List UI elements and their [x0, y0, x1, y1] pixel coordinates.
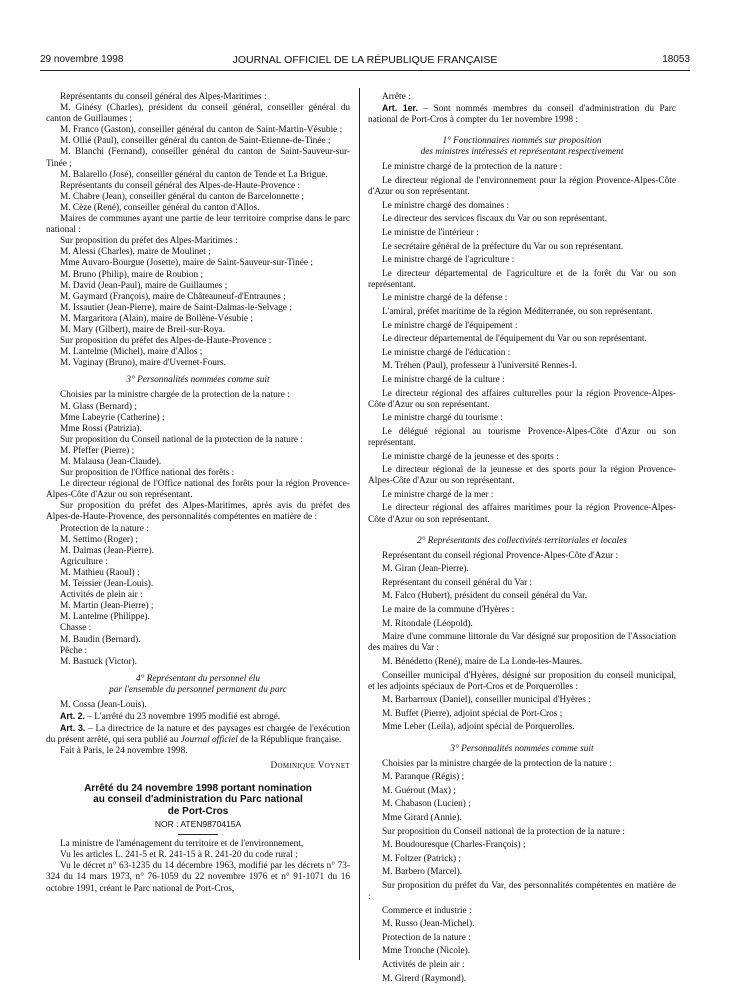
right-section1-line: Le directeur régional de la jeunesse et des sports pour la région Provence-Alpes-Côte d'Azur ou son représentant. — [368, 465, 676, 487]
article-2 — [46, 711, 350, 723]
left-section3-line: Sur proposition du préfet des Alpes-Maritimes, après avis du préfet des Alpes-de-Haute-Provence, des personnalités compétentes en matière de : — [46, 501, 350, 523]
left-para1-line: M. Alessi (Charles), maire de Moulinet ; — [60, 247, 211, 258]
done-at: Fait à Paris, le 24 novembre 1998. — [60, 746, 188, 757]
left-para1-line: M. Balarello (José), conseiller général du canton de Tende et La Brigue. — [60, 169, 328, 180]
right-section2-line: Représentant du conseil général du Var : — [382, 577, 533, 588]
left-para1-line: M. Lantelme (Michel), maire d'Allos ; — [60, 347, 203, 358]
decree-title-line3: de Port-Cros — [167, 805, 229, 817]
left-section3-title: 3° Personnalités nommées comme suit — [126, 375, 270, 386]
right-section2-line: M. Bénédetto (René), maire de La Londe-les-Maures. — [382, 656, 583, 667]
left-section3-line: Le directeur régional de l'Office national des forêts pour la région Provence-Alpes-Côte d'Azur ou son représentant. — [46, 479, 350, 501]
left-section3-line: M. Bastuck (Victor). — [60, 656, 137, 667]
right-section1-line: Le ministre chargé de la mer : — [382, 489, 494, 500]
right-section2-line: M. Ritondale (Léopold). — [382, 618, 473, 629]
right-section3-line: M. Girerd (Raymond). — [382, 973, 467, 984]
right-section3-line: Mme Girard (Annie). — [382, 812, 462, 823]
left-section3 — [46, 390, 350, 667]
left-section3-line: Agriculture : — [60, 556, 108, 567]
left-section4-title-2: par l'ensemble du personnel permanent du parc — [109, 684, 287, 695]
left-para1-line: Mme Auvaro-Bourgue (Josette), maire de Saint-Sauveur-sur-Tinée ; — [60, 258, 313, 269]
left-section3-line: Pêche : — [60, 645, 88, 656]
left-para1-line: Maires de communes ayant une partie de leur territoire comprise dans le parc national : — [46, 214, 350, 236]
right-section3-line: Activités de plein air : — [382, 960, 465, 970]
right-section3 — [368, 759, 676, 985]
right-section2-line: Représentant du conseil régional Provence-Alpes-Côte d'Azur : — [382, 550, 619, 561]
left-para1-line: M. Issautier (Jean-Pierre), maire de Saint-Dalmas-le-Selvage ; — [60, 302, 292, 313]
right-section3-title: 3° Personnalités nommées comme suit — [450, 743, 594, 754]
left-para1-line: M. Vaginay (Bruno), maire d'Uvernet-Fours. — [60, 358, 226, 369]
nor-rule — [178, 834, 218, 835]
left-section3-line: M. Dalmas (Jean-Pierre). — [60, 545, 154, 556]
art3-label: Art. 3. — [60, 723, 86, 734]
art3-journal: Journal officiel — [180, 735, 238, 746]
right-section3-line: M. Foltzer (Patrick) ; — [382, 853, 462, 864]
right-section1-line: Le ministre chargé de la protection de la nature : — [382, 162, 563, 173]
preamble-line: La ministre de l'aménagement du territoire et de l'environnement, — [60, 839, 304, 850]
right-section2-line: M. Giran (Jean-Pierre). — [382, 564, 469, 575]
left-section3-line: Mme Labeyrie (Catherine) ; — [60, 412, 165, 423]
left-section4-title-1: 4° Représentant du personnel élu — [135, 673, 261, 684]
right-section1-line: Le directeur départemental de l'agriculture et de la forêt du Var ou son représentant. — [368, 268, 676, 290]
left-section3-line: Mme Rossi (Patrizia). — [60, 423, 142, 434]
right-section2-line: M. Barbarroux (Daniel), conseiller municipal d'Hyères ; — [382, 695, 591, 706]
art3-text-before: – La directrice de la nature et des paysages est chargée de l'exécution du présent arrêté, qui sera publié au — [46, 724, 350, 746]
right-section1-line: Le ministre chargé de l'éducation : — [382, 347, 511, 358]
art1-label: Art. 1er. — [382, 103, 418, 114]
left-para1-line: Sur proposition du préfet des Alpes-de-Haute-Provence : — [60, 336, 272, 347]
right-section1-line: Le ministre chargé du tourisme : — [382, 413, 503, 424]
left-para1-line: M. Blanchi (Fernand), conseiller général du canton de Saint-Sauveur-sur-Tinée ; — [46, 147, 350, 169]
right-section1-line: Le ministre chargé de l'équipement : — [382, 320, 518, 331]
left-section3-line: Chasse : — [60, 623, 92, 634]
right-section2-title: 2° Représentants des collectivités territoriales et locales — [417, 535, 627, 546]
article-1 — [368, 103, 676, 126]
left-section3-line: M. Martin (Jean-Pierre) ; — [60, 601, 154, 612]
right-section3-line: Choisies par la ministre chargée de la protection de la nature : — [382, 758, 612, 769]
preamble-line: Vu le décret n° 63-1235 du 14 décembre 1963, modifié par les décrets n° 73-324 du 14 mars 1973, n° 76-1059 du 22 novembre 1976 et n° 91-1071 du 16 octobre 1991, créant le Parc national de Port-Cros, — [46, 861, 350, 894]
section4-member: M. Cossa (Jean-Louis). — [60, 699, 147, 710]
left-section3-line: M. Baudin (Bernard). — [60, 634, 141, 645]
right-section3-line: Mme Tronche (Nicole). — [382, 946, 471, 957]
art2-label: Art. 2. — [60, 711, 85, 722]
left-para1-line: M. Bruno (Philip), maire de Roubion ; — [60, 269, 204, 280]
page-number: 18053 — [662, 54, 690, 65]
right-section1-line: Le directeur régional des affaires maritimes pour la région Provence-Alpes-Côte d'Azur ou son représentant. — [368, 503, 676, 525]
left-para1-line: Sur proposition du préfet des Alpes-Maritimes : — [60, 236, 238, 247]
right-section2-line: Mme Leber (Leila), adjoint spécial de Porquerolles. — [382, 722, 575, 733]
left-section3-line: Activités de plein air : — [60, 590, 143, 601]
left-section3-line: M. Malausa (Jean-Claude). — [60, 457, 162, 467]
right-section3-line: M. Boudouresque (Charles-François) ; — [382, 840, 526, 851]
right-section3-line: M. Guérout (Max) ; — [382, 785, 456, 796]
left-section3-line: M. Settimo (Roger) ; — [60, 534, 138, 545]
right-section1-line: Le ministre chargé de l'agriculture : — [382, 255, 515, 266]
art1-text: – Sont nommés membres du conseil d'administration du Parc national de Port-Cros à compter du 1er novembre 1998 : — [368, 104, 676, 126]
left-section3-line: M. Pfeffer (Pierre) ; — [60, 445, 135, 456]
header-date: 29 novembre 1998 — [40, 54, 124, 65]
preamble — [46, 839, 350, 894]
signature: Dominique Voynet — [270, 761, 350, 772]
left-para1-line: M. Ginésy (Charles), président du conseil général, conseiller général du canton de Guillaumes ; — [46, 103, 350, 125]
right-column — [368, 92, 676, 987]
left-para1-line: M. Margaritora (Alain), maire de Bollène-Vésubie ; — [60, 313, 253, 324]
right-section2-line: Conseiller municipal d'Hyères, désigné sur proposition du conseil municipal, et les adjoints spéciaux de Port-Cros et de Porquerolles : — [368, 670, 676, 692]
left-para1-line: M. Ollié (Paul), conseiller général du canton de Saint-Etienne-de-Tinée ; — [60, 136, 331, 147]
right-section1-line: Le ministre chargé de la jeunesse et des sports : — [382, 451, 559, 462]
left-section3-line: Protection de la nature : — [60, 523, 149, 534]
right-section2-line: Le maire de la commune d'Hyères : — [382, 605, 515, 616]
right-section2-line: M. Falco (Hubert), président du conseil général du Var. — [382, 591, 588, 602]
journal-title: JOURNAL OFFICIEL DE LA RÉPUBLIQUE FRANÇAISE — [232, 54, 498, 66]
left-section3-line: M. Lantelme (Philippe). — [60, 612, 150, 623]
right-section3-line: M. Barbero (Marcel). — [382, 867, 463, 878]
left-para1 — [46, 92, 350, 369]
right-section3-line: M. Chabason (Lucien) ; — [382, 799, 471, 810]
left-section3-line: M. Teissier (Jean-Louis). — [60, 579, 154, 590]
right-section1-line: Le secrétaire général de la préfecture du Var ou son représentant. — [382, 241, 624, 252]
decree-title — [46, 783, 350, 818]
right-section1-line: Le délégué régional au tourisme Provence-Alpes-Côte d'Azur ou son représentant. — [368, 426, 676, 448]
left-para1-line: Représentants du conseil général des Alpes-de-Haute-Provence : — [60, 180, 301, 191]
right-section1-line: Le directeur régional des affaires culturelles pour la région Provence-Alpes-Côte d'Azur ou son représentant. — [368, 388, 676, 410]
right-section3-line: Protection de la nature : — [382, 932, 471, 943]
right-section2-line: M. Buffet (Pierre), adjoint spécial de Port-Cros ; — [382, 708, 563, 719]
left-para1-line: M. Franco (Gaston), conseiller général du canton de Saint-Martin-Vésubie ; — [60, 125, 343, 136]
left-section3-line: M. Glass (Bernard) ; — [60, 401, 137, 412]
left-section3-line: M. Mathieu (Raoul) ; — [60, 567, 140, 578]
left-para1-line: Représentants du conseil général des Alpes-Maritimes : — [60, 92, 267, 102]
right-section2-line: Maire d'une commune littorale du Var désigné sur proposition de l'Association des maires du Var : — [368, 632, 676, 654]
right-section3-line: M. Russo (Jean-Michel). — [382, 919, 475, 930]
right-section1-line: L'amiral, préfet maritime de la région Méditerranée, ou son représentant. — [382, 307, 653, 317]
header-rule — [40, 70, 690, 71]
right-section1-line: Le directeur régional de l'environnement pour la région Provence-Alpes-Côte d'Azur ou son représentant. — [368, 176, 676, 198]
right-section1-line: M. Tréhen (Paul), professeur à l'université Rennes-I. — [382, 361, 578, 372]
right-section1-title-2: des ministres intéressés et représentant respectivement — [420, 147, 624, 158]
right-section1 — [368, 162, 676, 525]
left-para1-line: M. Chabre (Jean), conseiller général du canton de Barcelonnette ; — [60, 191, 304, 202]
left-column — [46, 92, 350, 895]
left-section3-line: Choisies par la ministre chargée de la protection de la nature : — [60, 390, 290, 401]
page-header — [40, 46, 690, 72]
right-section1-line: Le ministre chargé de la culture : — [382, 374, 505, 385]
right-section3-line: Sur proposition du préfet du Var, des personnalités compétentes en matière de : — [368, 880, 676, 903]
right-section1-line: Le ministre de l'intérieur : — [382, 227, 479, 238]
decree-title-line1: Arrêté du 24 novembre 1998 portant nomination — [84, 782, 312, 794]
left-para1-line: M. Mary (Gilbert), maire de Breil-sur-Roya. — [60, 324, 226, 335]
art2-text: – L'arrêté du 23 novembre 1995 modifié est abrogé. — [84, 712, 281, 723]
left-section3-line: Sur proposition de l'Office national des forêts : — [60, 468, 235, 479]
nor-reference: NOR : ATEN9870415A — [154, 819, 242, 830]
left-para1-line: M. Cèze (René), conseiller général du canton d'Allos. — [60, 202, 260, 213]
right-section3-line: Sur proposition du Conseil national de la protection de la nature : — [382, 826, 625, 837]
right-section3-line: M. Paranque (Régis) ; — [382, 772, 465, 783]
right-section1-title-1: 1° Fonctionnaires nommés sur proposition — [442, 136, 602, 147]
right-section1-line: Le directeur des services fiscaux du Var ou son représentant. — [382, 214, 607, 225]
left-section3-line: Sur proposition du Conseil national de la protection de la nature : — [60, 434, 303, 445]
preamble-line: Vu les articles L. 241-5 et R. 241-15 à R. 241-20 du code rural ; — [60, 850, 298, 861]
left-para1-line: M. David (Jean-Paul), maire de Guillaumes ; — [60, 280, 228, 291]
right-section2 — [368, 551, 676, 734]
right-section1-line: Le directeur départemental de l'équipement du Var ou son représentant. — [382, 334, 647, 345]
column-divider — [359, 88, 360, 960]
left-para1-line: M. Gaymard (François), maire de Châteauneuf-d'Entraunes ; — [60, 291, 286, 302]
arrete: Arrête : — [382, 92, 411, 102]
decree-title-line2: au conseil d'administration du Parc national — [93, 794, 303, 806]
art3-text-after: de la République française. — [237, 735, 342, 746]
right-section1-line: Le ministre chargé de la défense : — [382, 293, 508, 304]
right-section1-line: Le ministre chargé des domaines : — [382, 200, 510, 211]
article-3 — [46, 723, 350, 746]
right-section3-line: Commerce et industrie : — [382, 905, 472, 916]
